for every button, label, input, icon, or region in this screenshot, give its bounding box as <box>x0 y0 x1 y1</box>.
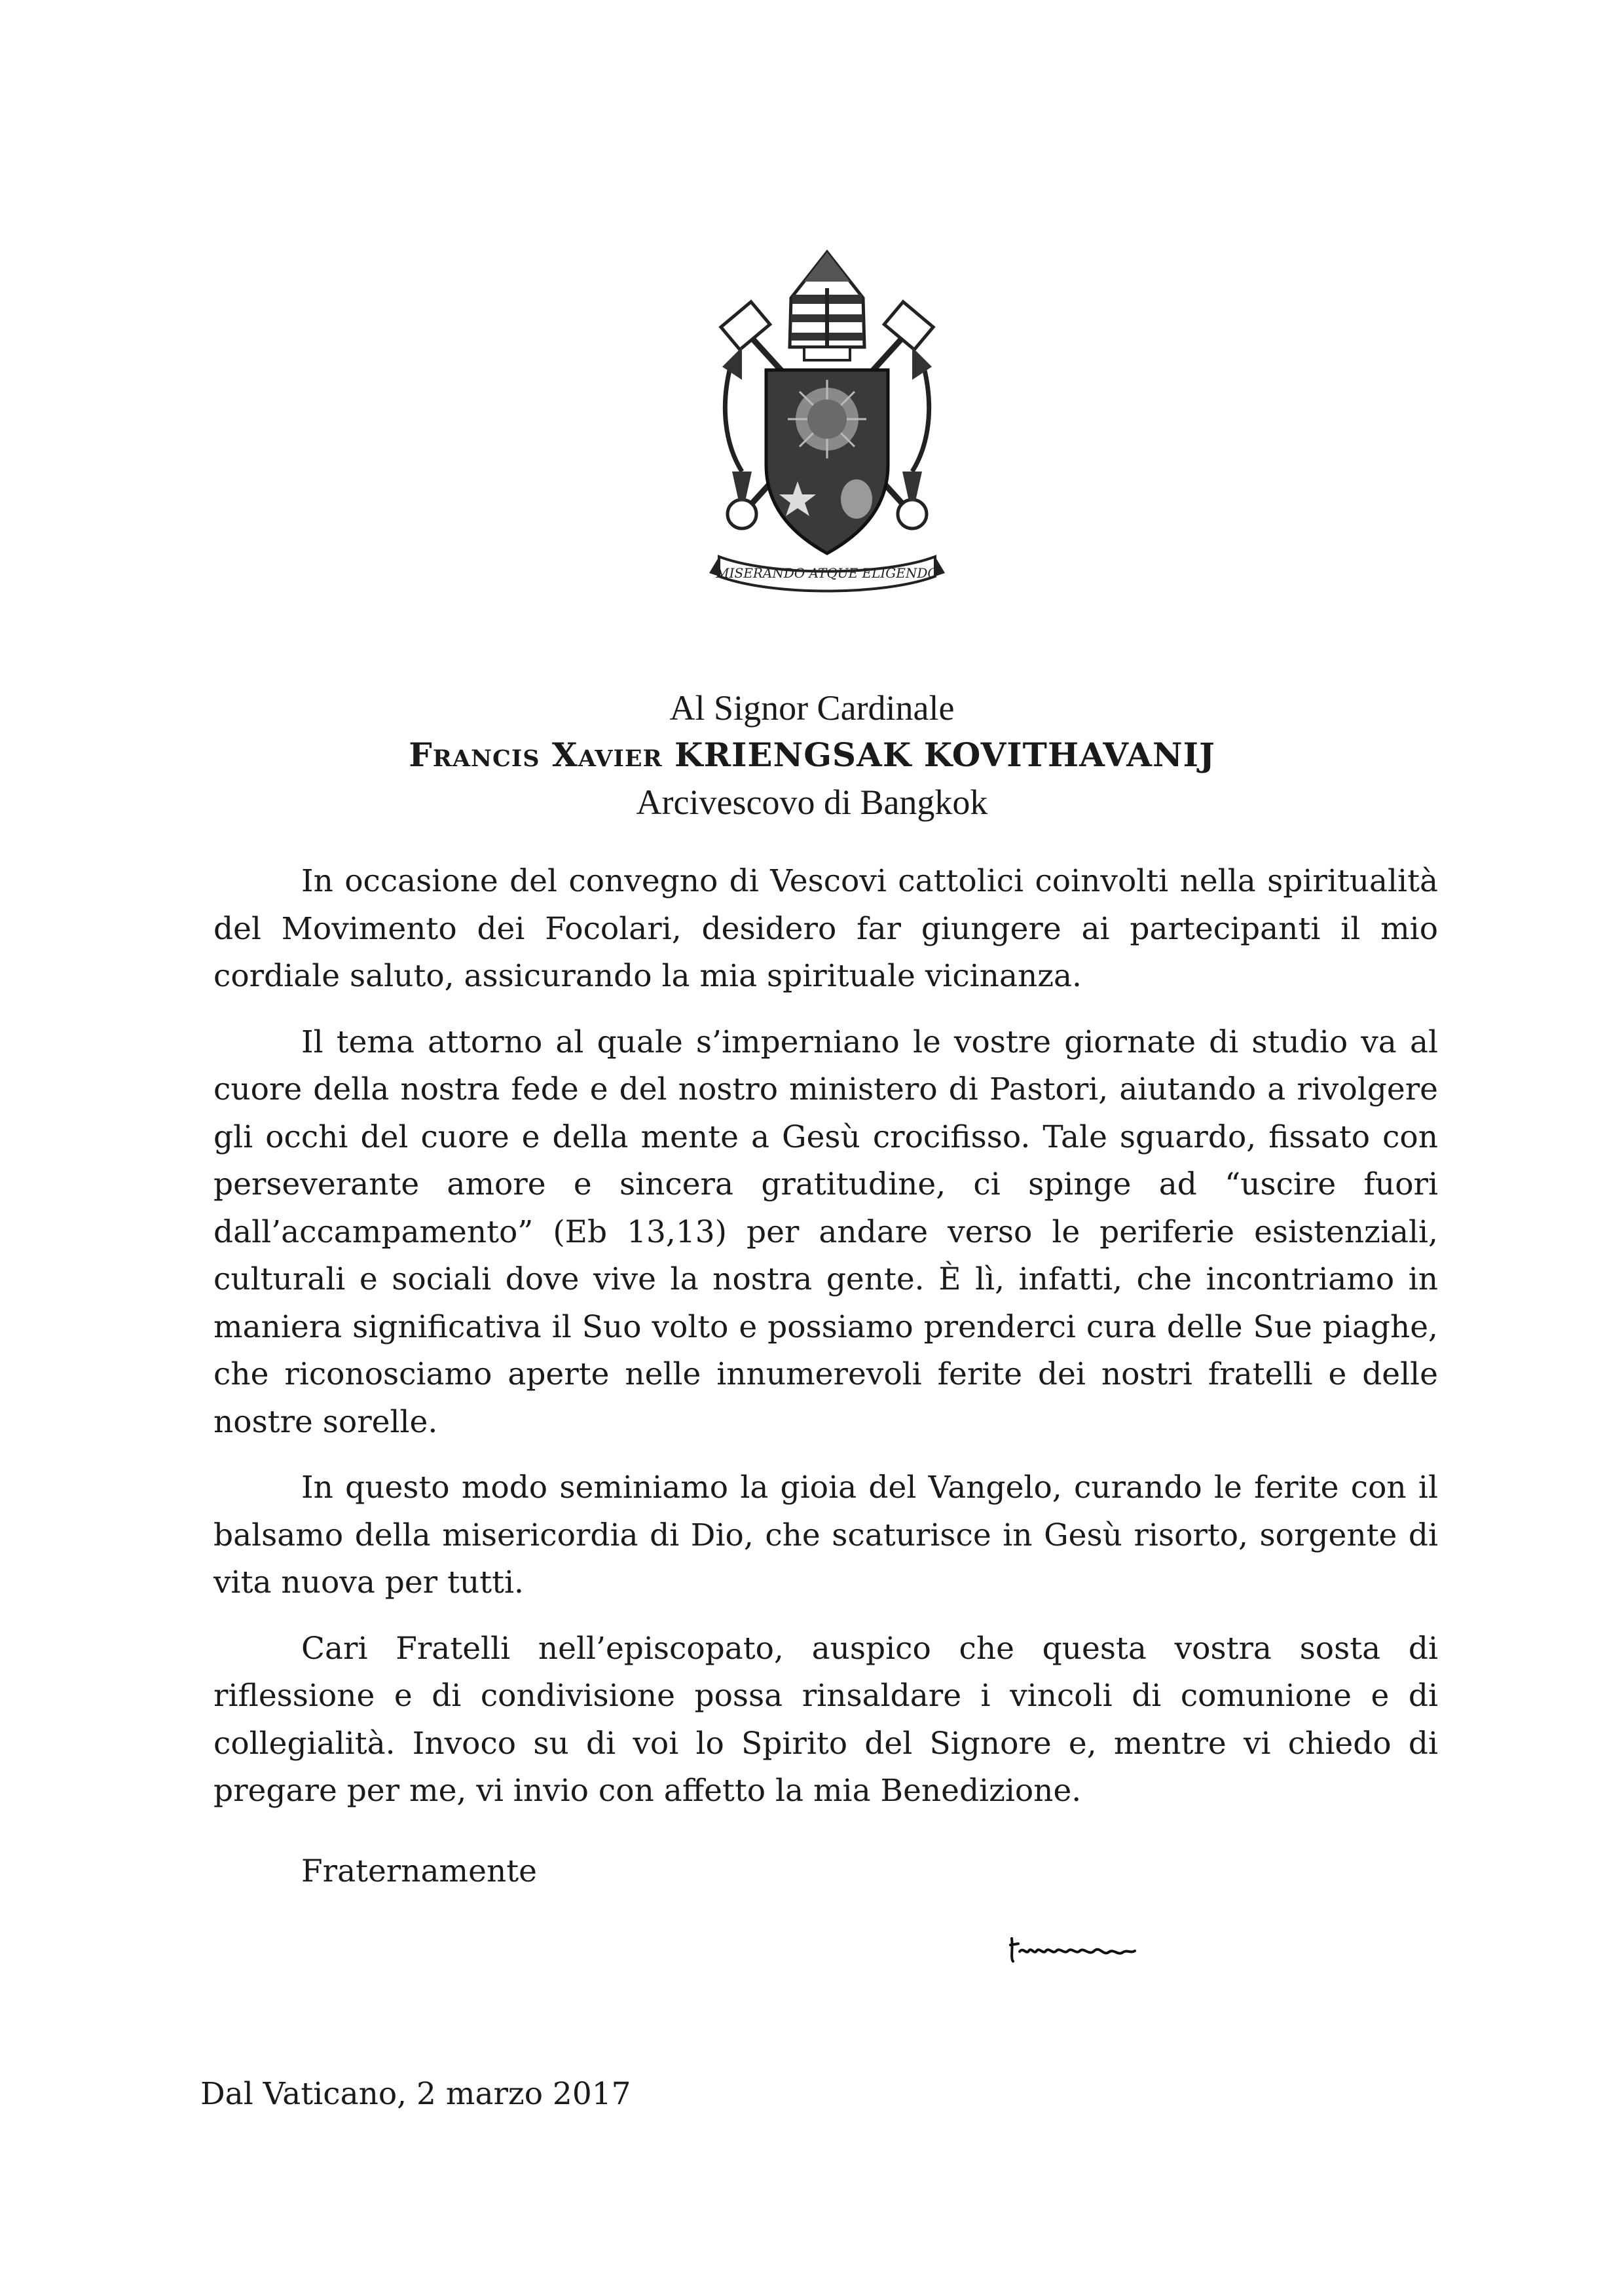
addressee-name: Francis Xavier KRIENGSAK KOVITHAVANIJ <box>409 735 1215 774</box>
addressee-role: Arcivescovo di Bangkok <box>636 783 988 822</box>
letter-body <box>213 858 1438 1834</box>
handwritten-signature-icon <box>1005 1922 1156 1968</box>
paragraph: In occasione del convegno di Vescovi cattolici coinvolti nella spiritualità del Movimento dei Focolari, desidero far giungere ai partecipanti il mio cordiale saluto, assicurando la mia spirituale vicinanza. <box>213 863 1438 994</box>
dateline: Dal Vaticano, 2 marzo 2017 <box>200 2076 631 2112</box>
closing-salutation: Fraternamente <box>301 1853 537 1889</box>
motto-text: MISERANDO ATQUE ELIGENDO <box>716 565 938 581</box>
paragraph: Cari Fratelli nell’episcopato, auspico che questa vostra sosta di riflessione e di condivisione possa rinsaldare i vincoli di comunione e di collegialità. Invoco su di voi lo Spirito del Signore e, mentre vi chiedo di pregare per me, vi invio con affetto la mia Benedizione. <box>213 1630 1438 1809</box>
addressee-block <box>301 684 1323 826</box>
paragraph: Il tema attorno al quale s’imperniano le vostre giornate di studio va al cuore della nostra fede e del nostro ministero di Pastori, aiutando a rivolgere gli occhi del cuore e della mente a Gesù crocifisso. Tale sguardo, fissato con perseverante amore e sincera gratitudine, ci spinge ad “uscire fuori dall’accampamento” (Eb 13,13) per andare verso le periferie esistenziali, culturali e sociali dove vive la nostra gente. È lì, infatti, che incontriamo in maniera significativa il Suo volto e possiamo prenderci cura delle Sue piaghe, che riconosciamo aperte nelle innumerevoli ferite dei nostri fratelli e delle nostre sorelle. <box>213 1024 1438 1440</box>
paragraph: In questo modo seminiamo la gioia del Vangelo, curando le ferite con il balsamo della misericordia di Dio, che scaturisce in Gesù risorto, sorgente di vita nuova per tutti. <box>213 1470 1438 1601</box>
addressee-title: Al Signor Cardinale <box>669 688 955 728</box>
papal-coat-of-arms-icon <box>706 249 948 602</box>
